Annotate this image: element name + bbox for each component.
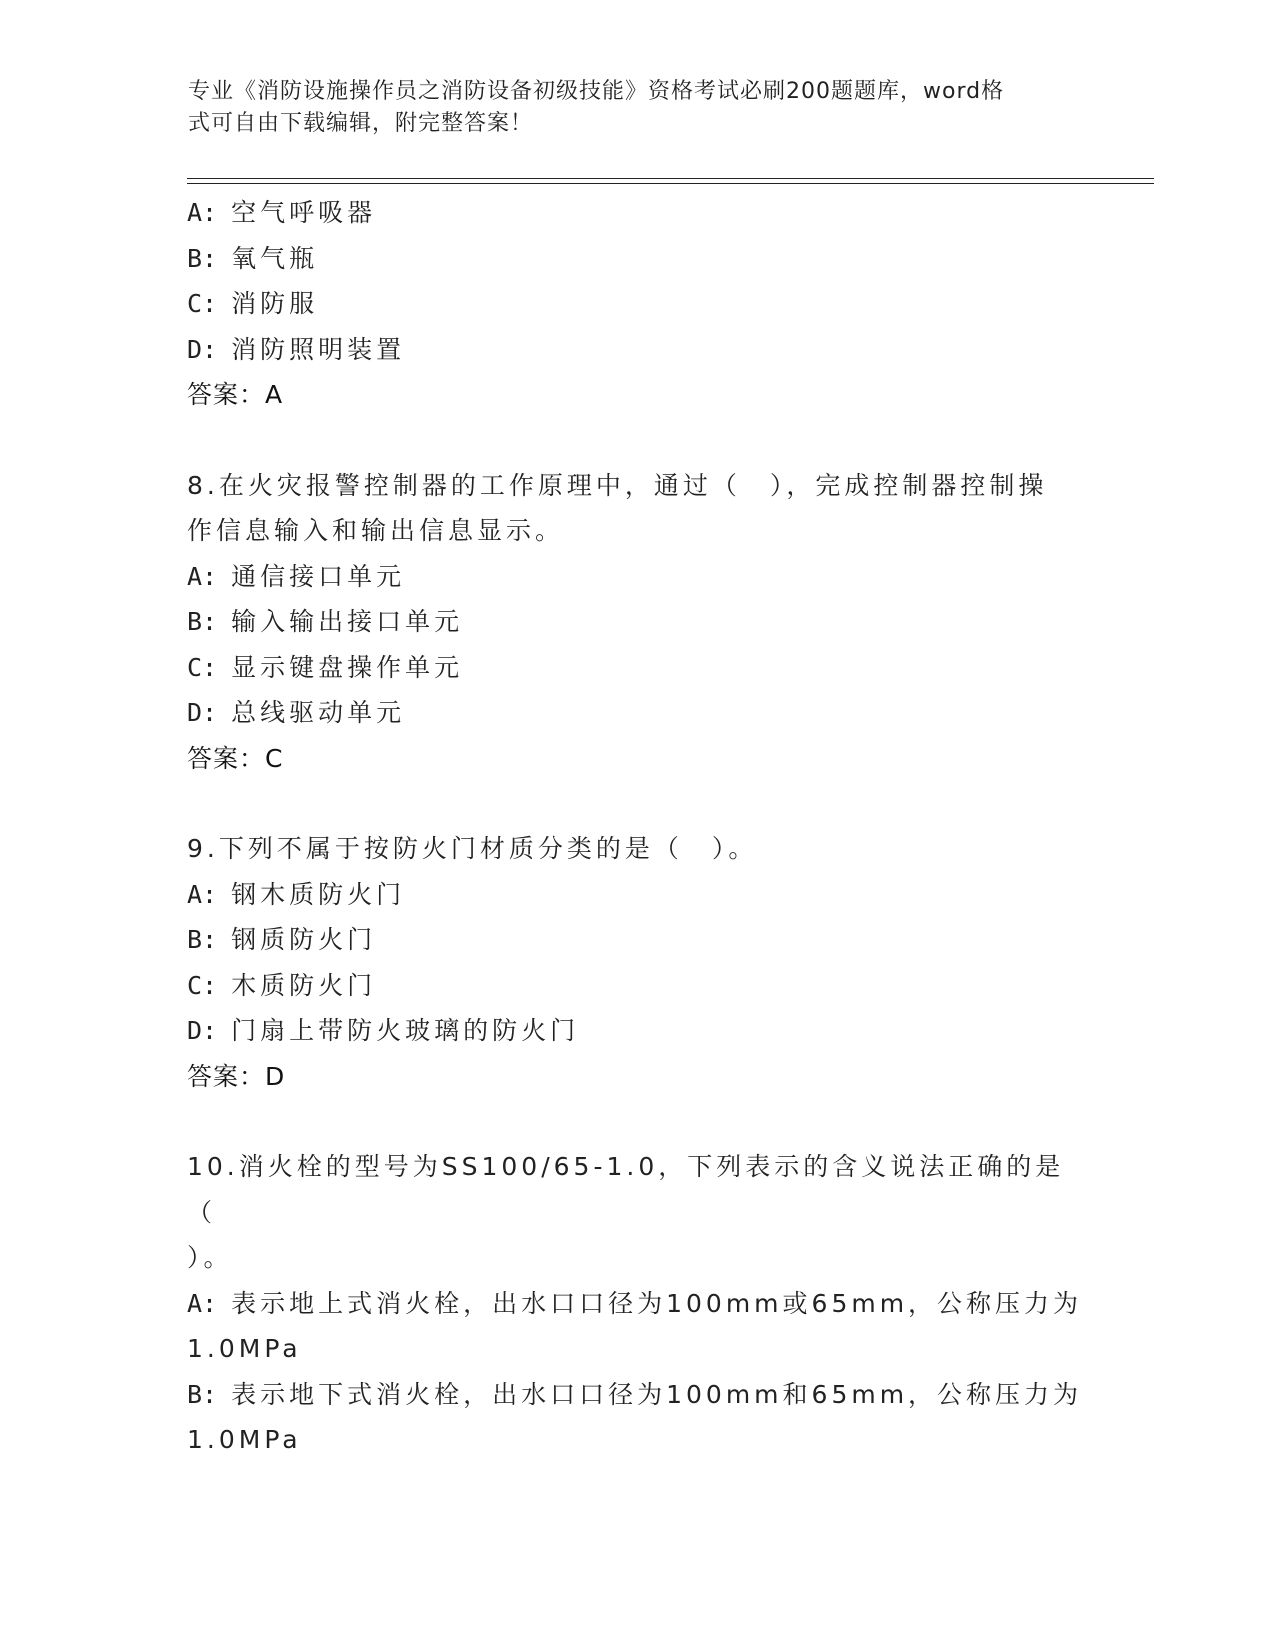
option-text: 钢木质防火门 — [231, 879, 406, 909]
option-prefix: A: — [187, 561, 218, 591]
option-d — [187, 690, 1077, 736]
option-text: 消防照明装置 — [231, 334, 406, 364]
spacer — [187, 418, 1077, 463]
question-text-line-1: 9.下列不属于按防火门材质分类的是（ ）。 — [187, 834, 758, 863]
option-prefix: B: — [187, 243, 218, 273]
header-rule-top — [187, 178, 1154, 179]
option-c — [187, 645, 1077, 691]
spacer — [187, 781, 1077, 826]
option-a — [187, 872, 1077, 918]
question-list — [187, 190, 1083, 1463]
option-b — [187, 599, 1077, 645]
spacer — [187, 1099, 1077, 1144]
option-text: 通信接口单元 — [231, 561, 406, 591]
question-block-7 — [187, 190, 1077, 418]
answer-line: 答案：C — [187, 743, 284, 773]
header-line-2: 式可自由下载编辑，附完整答案！ — [188, 111, 534, 136]
answer-line: 答案：D — [187, 1061, 286, 1091]
option-text: 木质防火门 — [231, 970, 377, 1000]
option-prefix: A: — [187, 198, 218, 227]
option-d — [187, 327, 1077, 373]
option-b — [187, 236, 1077, 282]
option-text: 消防服 — [231, 289, 319, 318]
option-text: 表示地上式消火栓，出水口口径为100mm或65mm，公称压力为 — [231, 1288, 1083, 1318]
option-c — [187, 963, 1077, 1009]
option-text: 输入输出接口单元 — [231, 607, 464, 636]
answer-line: 答案：A — [187, 380, 284, 409]
option-a — [187, 1281, 1083, 1327]
option-prefix: B: — [187, 607, 218, 636]
header-line-1: 专业《消防设施操作员之消防设备初级技能》资格考试必刷200题题库，word格 — [188, 79, 1005, 104]
option-prefix: D: — [187, 698, 218, 727]
question-text-line-1: 10.消火栓的型号为SS100/65-1.0，下列表示的含义说法正确的是（ — [187, 1152, 1065, 1227]
question-block-10 — [187, 1144, 1083, 1463]
option-text: 空气呼吸器 — [231, 198, 377, 227]
question-text-line-2: 作信息输入和输出信息显示。 — [187, 516, 565, 545]
option-b — [187, 917, 1077, 963]
option-prefix: C: — [187, 289, 218, 318]
option-text: 门扇上带防火玻璃的防火门 — [231, 1016, 580, 1045]
option-a — [187, 190, 1077, 236]
question-block-8 — [187, 463, 1077, 782]
header-rule-bottom — [187, 183, 1154, 184]
option-prefix: B: — [187, 925, 218, 954]
option-prefix: D: — [187, 1016, 218, 1045]
option-c — [187, 281, 1077, 327]
option-prefix: D: — [187, 334, 218, 364]
document-header — [188, 76, 1088, 140]
option-prefix: C: — [187, 970, 218, 1000]
question-text-line-1: 8.在火灾报警控制器的工作原理中，通过（ ），完成控制器控制操 — [187, 470, 1048, 500]
option-prefix: A: — [187, 1288, 218, 1318]
option-prefix: C: — [187, 652, 218, 682]
option-text: 总线驱动单元 — [231, 698, 406, 727]
question-block-9 — [187, 826, 1077, 1099]
option-b-continuation: 1.0MPa — [187, 1425, 302, 1454]
option-text: 表示地下式消火栓，出水口口径为100mm和65mm，公称压力为 — [231, 1379, 1083, 1409]
option-d — [187, 1008, 1077, 1054]
option-text: 氧气瓶 — [231, 243, 319, 273]
option-text: 显示键盘操作单元 — [231, 652, 464, 682]
option-b — [187, 1372, 1083, 1418]
option-text: 钢质防火门 — [231, 925, 377, 954]
option-prefix: B: — [187, 1379, 218, 1409]
option-prefix: A: — [187, 879, 218, 909]
option-a-continuation: 1.0MPa — [187, 1334, 302, 1363]
question-text-line-2: ）。 — [187, 1243, 233, 1272]
option-a — [187, 554, 1077, 600]
